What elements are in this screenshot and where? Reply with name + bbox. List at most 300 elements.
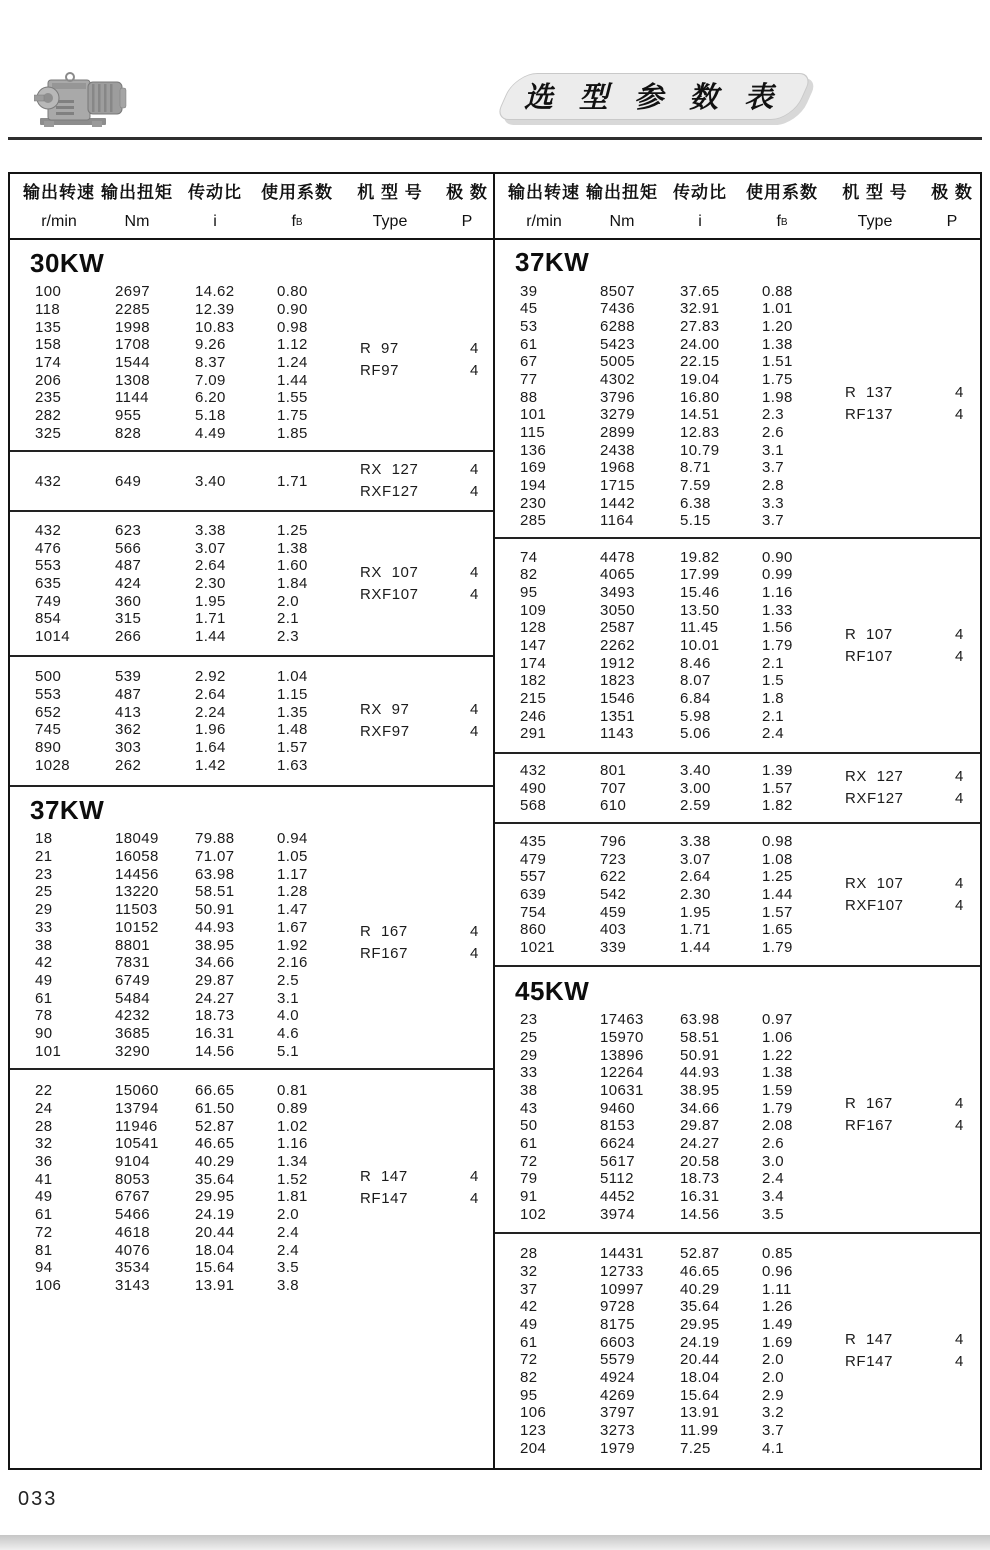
page-title: 选 型 参 数 表 <box>523 82 783 114</box>
page-number: 033 <box>18 1488 58 1510</box>
table-cell: 1.34 <box>277 1153 308 1171</box>
table-cell: 16.31 <box>195 1024 235 1042</box>
table-cell: 4452 <box>600 1188 635 1206</box>
table-row <box>505 690 980 708</box>
table-cell: 5579 <box>600 1351 635 1369</box>
table-cell: 71.07 <box>195 848 235 866</box>
table-row <box>505 512 980 530</box>
table-cell: 169 <box>520 459 547 477</box>
table-cell: 8.37 <box>195 354 226 371</box>
table-row <box>505 1099 980 1117</box>
table-cell: 5112 <box>600 1170 634 1188</box>
table-row <box>20 721 493 739</box>
table-cell: 1.26 <box>762 1298 793 1316</box>
table-right-half <box>495 174 980 1468</box>
table-cell: 101 <box>35 1042 62 1060</box>
table-cell: 215 <box>520 690 547 708</box>
table-body-right <box>495 240 980 1468</box>
table-cell: 15.46 <box>680 583 720 601</box>
table-cell: 3.7 <box>762 459 785 477</box>
table-cell: 61 <box>520 335 538 353</box>
table-cell: 1.64 <box>195 739 226 757</box>
table-cell: 20.44 <box>195 1223 235 1241</box>
table-cell: 1.98 <box>762 388 793 406</box>
table-cell: 11503 <box>115 901 158 919</box>
type-label: RF97 <box>360 362 400 379</box>
table-row <box>505 548 980 566</box>
table-cell: 158 <box>35 336 62 354</box>
table-cell: 1143 <box>600 725 634 743</box>
table-row <box>505 318 980 336</box>
type-label: RXF107 <box>360 585 419 603</box>
header-speed: 输出转速 <box>508 182 580 202</box>
table-cell: 2.64 <box>195 685 226 703</box>
table-row <box>505 886 980 904</box>
table-cell: 14.56 <box>680 1205 720 1223</box>
table-cell: 18.73 <box>195 1007 235 1025</box>
table-cell: 14.56 <box>195 1042 235 1060</box>
pole-value: 4 <box>955 1116 964 1134</box>
table-cell: 1.95 <box>195 592 226 610</box>
table-cell: 2.30 <box>680 886 711 903</box>
table-row <box>505 939 980 957</box>
table-cell: 20.44 <box>680 1351 720 1369</box>
table-cell: 1.05 <box>277 848 308 866</box>
table-row <box>20 918 493 936</box>
table-cell: 2.0 <box>277 592 300 610</box>
table-cell: 24 <box>35 1100 53 1118</box>
table-cell: 13.50 <box>680 601 720 619</box>
table-cell: 266 <box>115 628 142 646</box>
table-cell: 1.96 <box>195 721 226 739</box>
table-row <box>20 989 493 1007</box>
column-headers <box>495 174 980 240</box>
table-cell: 1.81 <box>277 1188 308 1206</box>
table-cell: 6.84 <box>680 690 711 708</box>
table-cell: 635 <box>35 575 62 592</box>
table-cell: 10.83 <box>195 318 235 336</box>
table-cell: 2.92 <box>195 668 226 686</box>
table-cell: 25 <box>520 1028 538 1046</box>
table-row <box>505 335 980 353</box>
table-cell: 1308 <box>115 371 150 389</box>
table-row <box>20 610 493 628</box>
table-cell: 1.71 <box>195 610 226 628</box>
table-row <box>505 1064 980 1082</box>
unit-factor-base: f <box>291 213 296 230</box>
table-cell: 18049 <box>115 830 159 848</box>
table-row <box>20 739 493 757</box>
table-cell: 147 <box>520 637 547 654</box>
table-row <box>20 575 493 593</box>
table-cell: 95 <box>520 583 538 601</box>
table-cell: 360 <box>115 592 142 610</box>
table-cell: 46.65 <box>195 1135 235 1153</box>
table-cell: 33 <box>35 918 53 936</box>
table-row <box>20 1277 493 1295</box>
table-cell: 1.57 <box>762 903 793 921</box>
table-row <box>505 1205 980 1223</box>
table-cell: 424 <box>115 575 142 592</box>
table-cell: 16058 <box>115 848 159 866</box>
table-cell: 2.0 <box>277 1206 300 1224</box>
unit-ratio: i <box>698 213 702 230</box>
table-cell: 82 <box>520 1369 538 1387</box>
table-row <box>20 407 493 425</box>
table-cell: 38.95 <box>195 936 235 954</box>
table-cell: 1998 <box>115 318 150 336</box>
table-cell: 1.16 <box>277 1135 308 1153</box>
table-cell: 262 <box>115 756 142 774</box>
table-cell: 102 <box>520 1205 547 1223</box>
table-cell: 3.3 <box>762 494 785 512</box>
table-cell: 7.09 <box>195 371 226 389</box>
table-cell: 24.19 <box>195 1206 235 1224</box>
table-cell: 24.27 <box>680 1135 720 1153</box>
table-row <box>505 1298 980 1316</box>
table-cell: 1.82 <box>762 797 793 815</box>
table-cell: 49 <box>35 1188 53 1206</box>
table-row <box>505 406 980 424</box>
table-cell: 100 <box>35 283 62 301</box>
table-cell: 10.01 <box>680 637 720 654</box>
table-cell: 0.88 <box>762 282 793 300</box>
table-cell: 9.26 <box>195 336 226 354</box>
pole-value: 4 <box>955 1094 964 1112</box>
table-cell: 0.96 <box>762 1262 793 1280</box>
table-cell: 10997 <box>600 1280 644 1298</box>
table-cell: 1.42 <box>195 756 226 774</box>
table-row <box>505 1280 980 1298</box>
table-cell: 1544 <box>115 354 150 371</box>
table-cell: 235 <box>35 389 62 407</box>
type-labels <box>845 1329 893 1373</box>
table-row <box>20 1100 493 1118</box>
table-cell: 1979 <box>600 1439 635 1457</box>
table-cell: 12.39 <box>195 300 235 318</box>
table-cell: 77 <box>520 370 538 388</box>
table-cell: 46.65 <box>680 1262 720 1280</box>
table-cell: 15.64 <box>195 1259 235 1277</box>
table-cell: 38 <box>520 1081 538 1099</box>
table-cell: 28 <box>520 1245 538 1263</box>
table-row <box>505 1351 980 1369</box>
header-speed: 输出转速 <box>23 182 95 202</box>
table-cell: 639 <box>520 886 547 903</box>
pole-values <box>470 1166 478 1210</box>
table-cell: 622 <box>600 868 627 886</box>
table-row <box>505 601 980 619</box>
table-cell: 1.60 <box>277 557 308 575</box>
table-cell: 15060 <box>115 1082 159 1100</box>
table-cell: 6288 <box>600 317 635 335</box>
header-torque: 输出扭矩 <box>101 182 173 202</box>
table-cell: 23 <box>35 865 53 883</box>
table-cell: 24.27 <box>195 989 235 1007</box>
table-row <box>20 557 493 575</box>
pole-value: 4 <box>470 563 479 581</box>
table-cell: 90 <box>35 1024 53 1042</box>
table-cell: 3290 <box>115 1042 150 1060</box>
table-cell: 1.44 <box>277 371 308 389</box>
table-cell: 8.71 <box>680 459 711 477</box>
table-row <box>505 584 980 602</box>
table-cell: 16.80 <box>680 388 720 406</box>
table-cell: 6603 <box>600 1333 635 1351</box>
table-cell: 58.51 <box>680 1028 720 1046</box>
table-cell: 8507 <box>600 282 635 300</box>
table-cell: 749 <box>35 592 62 610</box>
table-cell: 12733 <box>600 1262 644 1280</box>
table-block <box>495 752 980 822</box>
type-label: RF107 <box>845 647 894 665</box>
table-cell: 1.33 <box>762 601 793 619</box>
table-cell: 1.63 <box>277 756 308 774</box>
table-cell: 67 <box>520 353 538 371</box>
table-cell: 53 <box>520 317 538 335</box>
table-cell: 1.79 <box>762 637 793 654</box>
table-block <box>495 537 980 752</box>
table-cell: 5484 <box>115 989 150 1007</box>
table-cell: 24.19 <box>680 1333 720 1351</box>
table-cell: 1.08 <box>762 850 793 868</box>
table-cell: 19.04 <box>680 370 720 388</box>
table-cell: 2899 <box>600 424 635 442</box>
table-block <box>495 965 980 1232</box>
table-row <box>505 1029 980 1047</box>
unit-torque: Nm <box>124 213 150 230</box>
table-cell: 3.38 <box>195 521 226 539</box>
table-cell: 79 <box>520 1170 538 1188</box>
header-rule <box>8 137 982 140</box>
table-cell: 0.81 <box>277 1082 308 1100</box>
table-cell: 2587 <box>600 619 635 637</box>
table-cell: 1.5 <box>762 672 785 690</box>
table-cell: 3050 <box>600 601 635 619</box>
table-cell: 3.07 <box>680 850 711 868</box>
type-label: RX 97 <box>360 701 410 718</box>
table-cell: 303 <box>115 739 142 757</box>
type-label: RF167 <box>360 944 409 962</box>
table-cell: 1.95 <box>680 903 711 921</box>
unit-ratio: i <box>213 213 217 230</box>
table-cell: 2.64 <box>195 557 226 575</box>
unit-poles: P <box>946 213 958 230</box>
table-cell: 1.04 <box>277 668 308 686</box>
table-cell: 3685 <box>115 1024 150 1042</box>
table-cell: 49 <box>35 971 53 989</box>
table-cell: 890 <box>35 739 62 757</box>
table-cell: 459 <box>600 903 627 921</box>
table-cell: 246 <box>520 707 547 725</box>
table-cell: 2.1 <box>762 654 785 672</box>
table-cell: 32 <box>35 1135 53 1153</box>
table-cell: 1.25 <box>277 521 308 539</box>
table-cell: 4.6 <box>277 1024 300 1042</box>
table-cell: 74 <box>520 548 538 566</box>
table-cell: 14456 <box>115 865 159 883</box>
table-cell: 1.16 <box>762 583 793 601</box>
table-cell: 206 <box>35 371 62 389</box>
table-cell: 4924 <box>600 1369 635 1387</box>
table-cell: 339 <box>600 939 627 957</box>
table-row <box>20 354 493 372</box>
type-label: RX 127 <box>845 768 904 785</box>
table-cell: 413 <box>115 703 142 721</box>
table-cell: 3797 <box>600 1404 635 1422</box>
pole-value: 4 <box>955 1331 964 1348</box>
data-rows <box>20 830 493 1060</box>
pole-values <box>955 1093 963 1137</box>
table-cell: 707 <box>600 779 627 797</box>
pole-values <box>955 382 963 426</box>
data-rows <box>20 1082 493 1294</box>
table-cell: 2.6 <box>762 424 785 442</box>
table-row <box>20 628 493 646</box>
pole-values <box>955 1329 963 1373</box>
table-cell: 230 <box>520 494 547 512</box>
table-cell: 828 <box>115 424 142 442</box>
table-cell: 5005 <box>600 353 635 371</box>
table-cell: 5.98 <box>680 707 711 725</box>
table-cell: 10152 <box>115 918 159 936</box>
table-cell: 13794 <box>115 1100 159 1118</box>
table-cell: 63.98 <box>195 865 235 883</box>
table-cell: 1.57 <box>762 779 793 797</box>
table-row <box>505 1369 980 1387</box>
table-cell: 63.98 <box>680 1011 720 1029</box>
type-label: RXF107 <box>845 896 904 914</box>
table-cell: 490 <box>520 779 547 797</box>
table-row <box>20 901 493 919</box>
table-cell: 24.00 <box>680 335 720 353</box>
table-cell: 18.04 <box>680 1369 720 1387</box>
table-cell: 34.66 <box>680 1099 720 1117</box>
table-cell: 3.8 <box>277 1276 300 1294</box>
type-label: RXF127 <box>845 790 904 807</box>
pole-value: 4 <box>470 922 479 940</box>
table-row <box>505 1404 980 1422</box>
table-cell: 4302 <box>600 370 635 388</box>
table-row <box>505 672 980 690</box>
section-title: 37KW <box>515 247 590 278</box>
table-cell: 2.4 <box>277 1223 300 1241</box>
table-cell: 7.25 <box>680 1439 711 1457</box>
table-cell: 72 <box>35 1223 53 1241</box>
table-cell: 123 <box>520 1422 547 1440</box>
table-cell: 3.2 <box>762 1404 785 1422</box>
table-cell: 8175 <box>600 1315 635 1333</box>
table-cell: 11946 <box>115 1117 158 1135</box>
table-cell: 14431 <box>600 1245 644 1263</box>
table-cell: 1021 <box>520 939 555 957</box>
table-cell: 1708 <box>115 336 150 354</box>
table-cell: 23 <box>520 1011 538 1029</box>
unit-speed: r/min <box>41 213 77 230</box>
table-cell: 14.51 <box>680 406 720 424</box>
table-cell: 2.1 <box>277 610 300 628</box>
table-cell: 1.44 <box>680 939 711 957</box>
table-cell: 1.84 <box>277 575 308 592</box>
table-cell: 18.04 <box>195 1241 235 1259</box>
table-cell: 10541 <box>115 1135 159 1153</box>
table-cell: 115 <box>520 424 546 442</box>
header-factor: 使用系数 <box>746 182 818 202</box>
table-block <box>10 240 493 450</box>
table-cell: 553 <box>35 557 62 575</box>
table-cell: 6749 <box>115 971 150 989</box>
type-label: RF137 <box>845 405 894 423</box>
table-row <box>505 1422 980 1440</box>
table-cell: 50.91 <box>195 901 235 919</box>
table-cell: 1.38 <box>762 1064 793 1082</box>
table-block <box>10 785 493 1068</box>
header-poles: 极 数 <box>446 182 488 202</box>
data-rows <box>505 761 980 814</box>
table-cell: 38 <box>35 936 53 954</box>
table-cell: 432 <box>520 761 547 779</box>
table-cell: 403 <box>600 921 627 939</box>
table-row <box>20 539 493 557</box>
table-cell: 1.85 <box>277 424 308 442</box>
pole-value: 4 <box>470 585 479 603</box>
pole-value: 4 <box>955 383 964 401</box>
table-row <box>505 868 980 886</box>
table-cell: 1.65 <box>762 921 793 939</box>
table-cell: 3279 <box>600 406 635 424</box>
table-cell: 1.11 <box>762 1280 792 1298</box>
table-cell: 61 <box>520 1333 538 1351</box>
table-cell: 9728 <box>600 1298 635 1316</box>
table-cell: 88 <box>520 388 538 406</box>
table-cell: 15970 <box>600 1028 644 1046</box>
table-cell: 4.49 <box>195 424 226 442</box>
table-cell: 1.22 <box>762 1046 793 1064</box>
table-row <box>505 619 980 637</box>
table-row <box>505 725 980 743</box>
type-label: RX 107 <box>845 874 904 892</box>
table-cell: 1.24 <box>277 354 308 371</box>
table-row <box>505 441 980 459</box>
data-rows <box>20 472 493 490</box>
header-ratio: 传动比 <box>673 182 727 202</box>
table-cell: 801 <box>600 761 627 779</box>
table-cell: 2.3 <box>762 406 785 424</box>
selection-table <box>8 172 982 1470</box>
header-factor: 使用系数 <box>261 182 333 202</box>
table-block <box>495 822 980 965</box>
table-cell: 6.38 <box>680 494 711 512</box>
table-cell: 1351 <box>600 707 635 725</box>
table-cell: 61 <box>35 1206 53 1224</box>
table-cell: 204 <box>520 1439 547 1457</box>
type-labels <box>360 459 419 503</box>
table-cell: 37.65 <box>680 282 720 300</box>
table-cell: 13220 <box>115 883 159 901</box>
table-row <box>505 300 980 318</box>
table-block <box>10 655 493 785</box>
table-cell: 8801 <box>115 936 150 954</box>
table-cell: 5.15 <box>680 512 711 530</box>
table-cell: 1.28 <box>277 883 308 901</box>
table-cell: 194 <box>520 477 547 495</box>
unit-type: Type <box>857 213 893 230</box>
table-cell: 9460 <box>600 1099 635 1117</box>
table-cell: 487 <box>115 685 142 703</box>
pole-values <box>470 338 478 382</box>
table-cell: 2.4 <box>277 1241 300 1259</box>
pole-value: 4 <box>955 874 964 892</box>
